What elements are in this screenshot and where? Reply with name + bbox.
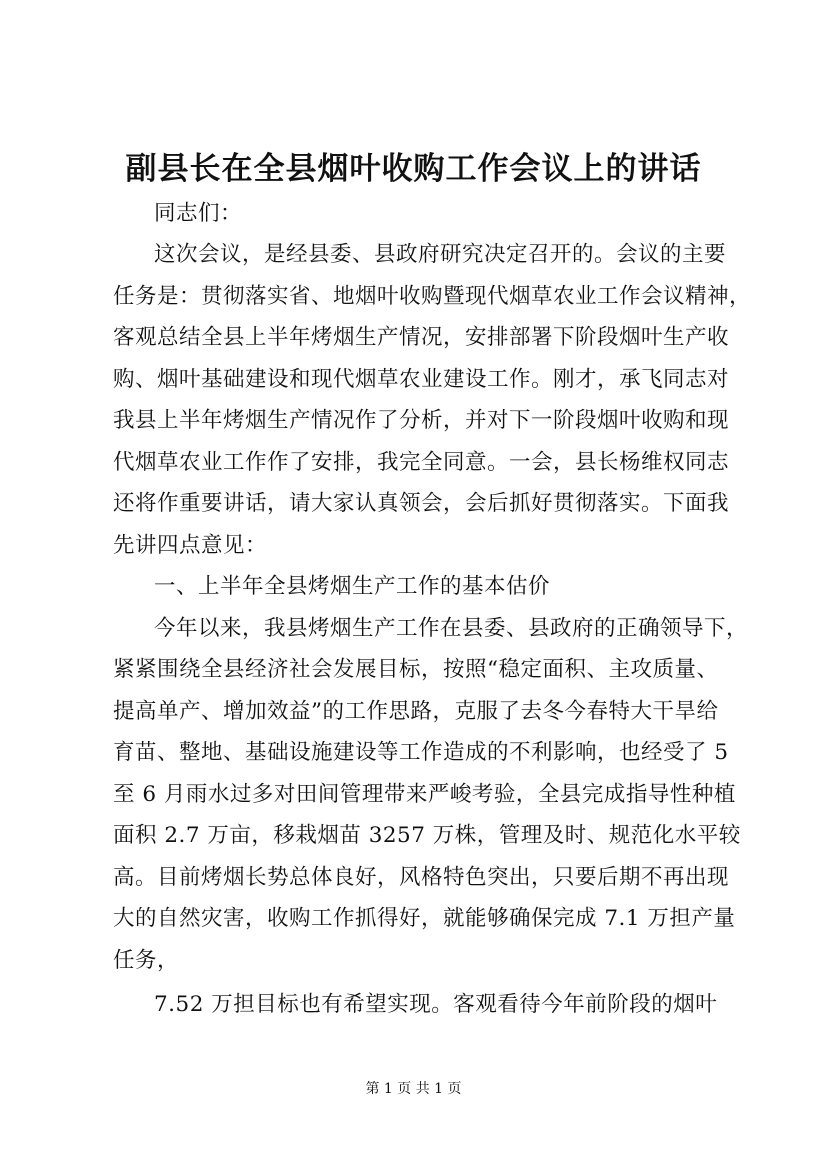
text-line: 高。目前烤烟长势总体良好，风格特色突出，只要后期不再出现 (113, 865, 730, 890)
text-line: 面积 2.7 万亩，移栽烟苗 3257 万株，管理及时、规范化水平较 (113, 823, 741, 848)
text-line: 育苗、整地、基础设施建设等工作造成的不利影响，也经受了 5 (113, 740, 729, 765)
section-heading: 一、上半年全县烤烟生产工作的基本估价 (154, 574, 551, 599)
text-line: 购、烟叶基础建设和现代烟草农业建设工作。刚才，承飞同志对 (113, 367, 730, 392)
text-line: 紧紧围绕全县经济社会发展目标，按照“稳定面积、主攻质量、 (113, 657, 719, 682)
text-line: 今年以来，我县烤烟生产工作在县委、县政府的正确领导下， (154, 616, 749, 641)
text-line: 任务是：贯彻落实省、地烟叶收购暨现代烟草农业工作会议精神， (113, 284, 752, 309)
text-line: 代烟草农业工作作了安排，我完全同意。一会，县长杨维权同志 (113, 450, 730, 475)
text-line: 先讲四点意见： (113, 533, 268, 558)
document-title: 副县长在全县烟叶收购工作会议上的讲话 (125, 151, 702, 187)
text-line: 我县上半年烤烟生产情况作了分析，并对下一阶段烟叶收购和现 (113, 408, 730, 433)
text-line: 提高单产、增加效益”的工作思路，克服了去冬今春特大干旱给 (113, 699, 719, 724)
page-number-footer: 第 1 页 共 1 页 (365, 1081, 462, 1097)
text-line: 大的自然灾害，收购工作抓得好，就能够确保完成 7.1 万担产量 (113, 906, 736, 931)
text-line: 7.52 万担目标也有希望实现。客观看待今年前阶段的烟叶 (154, 992, 718, 1017)
text-line: 这次会议，是经县委、县政府研究决定召开的。会议的主要 (154, 242, 727, 267)
text-line: 还将作重要讲话，请大家认真领会，会后抓好贯彻落实。下面我 (113, 491, 730, 516)
text-line: 客观总结全县上半年烤烟生产情况，安排部署下阶段烟叶生产收 (113, 325, 730, 350)
text-line: 同志们： (154, 201, 243, 226)
text-line: 任务， (113, 948, 180, 973)
text-line: 至 6 月雨水过多对田间管理带来严峻考验，全县完成指导性种植 (113, 782, 736, 807)
